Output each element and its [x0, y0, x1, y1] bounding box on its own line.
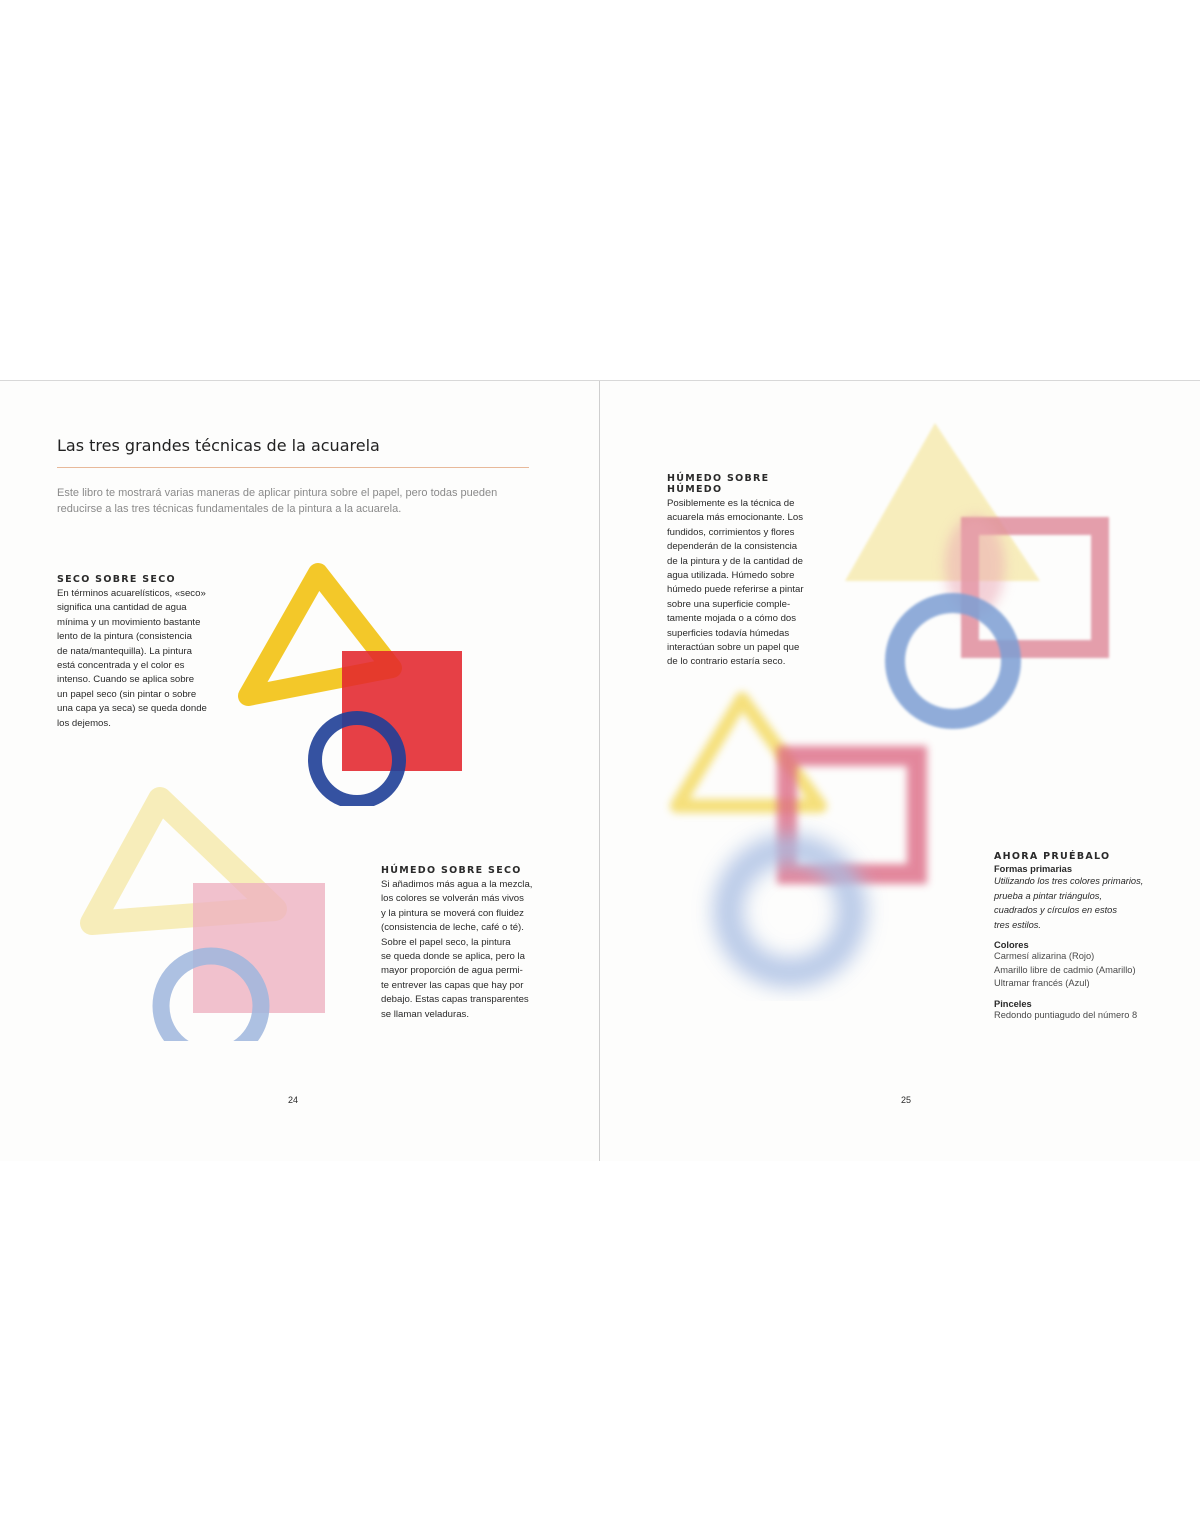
humedo-sobre-seco-section: [381, 865, 541, 1022]
pale-yellow-filled-triangle-shape: [845, 423, 1040, 581]
wet-on-wet-shapes-illustration: [655, 671, 955, 1001]
color-item: Carmesí alizarina (Rojo): [994, 951, 1095, 961]
seco-sobre-seco-section: [57, 574, 217, 731]
humedo-sobre-seco-heading: HÚMEDO SOBRE SECO: [381, 865, 522, 876]
spacer: [994, 991, 1174, 999]
seco-sobre-seco-body: En términos acuarelísticos, «seco» significa una cantidad de agua mínima y un movimiento bastante lento de la pintura (consistencia de nata/mantequilla). La pintura está concentrada y el color es intenso. Cuando se aplica sobre un papel seco (sin pintar o sobre una capa ya seca) se queda donde los dejemos.: [57, 588, 207, 729]
page-number-left: 24: [288, 1095, 299, 1105]
pinceles-list: [994, 1009, 1174, 1023]
humedo-sobre-seco-body: Si añadimos más agua a la mezcla, los colores se volverán más vivos y la pintura se moverá con fluidez (consistencia de leche, café o té). Sobre el papel seco, la pintura se queda donde se aplica, pero la mayor proporción de agua permi- te entrever las capas que hay por debajo. Estas capas transparentes se llaman veladuras.: [381, 879, 533, 1020]
dry-on-dry-shapes-illustration: [230, 556, 480, 806]
book-spread: [0, 380, 1200, 1161]
color-item: Amarillo libre de cadmio (Amarillo): [994, 964, 1136, 975]
page-title: Las tres grandes técnicas de la acuarela: [57, 436, 380, 455]
wet-on-dry-shapes-illustration: [80, 781, 340, 1041]
ahora-pruebalo-panel: [994, 851, 1174, 1023]
pinceles-heading: Pinceles: [994, 999, 1032, 1010]
humedo-sobre-humedo-heading: HÚMEDO SOBRE HÚMEDO: [667, 473, 770, 495]
formas-primarias-heading: Formas primarias: [994, 864, 1073, 874]
intro-text: Este libro te mostrará varias maneras de aplicar pintura sobre el papel, pero todas pueden reducirse a las tres técnicas fundamentales de la pintura a la acuarela.: [57, 487, 498, 515]
page-number-right: 25: [901, 1095, 912, 1105]
colores-list: [994, 950, 1174, 991]
left-page: [0, 381, 599, 1161]
ahora-pruebalo-heading: AHORA PRUÉBALO: [994, 851, 1111, 862]
colores-heading: Colores: [994, 940, 1029, 950]
humedo-sobre-humedo-section: [667, 473, 827, 670]
humedo-sobre-humedo-body: Posiblemente es la técnica de acuarela más emocionante. Los fundidos, corrimientos y flores dependerán de la consistencia de la pintura y de la cantidad de agua utilizada. Húmedo sobre húmedo puede referirse a pintar sobre una superficie comple- tamente mojada o a cómo dos superficies todavía húmedas interactúan sobre un papel que de lo contrario estaría seco.: [667, 498, 804, 668]
seco-sobre-seco-heading: SECO SOBRE SECO: [57, 574, 176, 585]
spacer: [994, 932, 1174, 940]
title-rule: [57, 467, 529, 468]
instructions-text: Utilizando los tres colores primarios, prueba a pintar triángulos, cuadrados y círculos en estos tres estilos.: [994, 876, 1144, 930]
right-page: [600, 381, 1200, 1161]
color-item: Ultramar francés (Azul): [994, 978, 1090, 989]
pincel-item: Redondo puntiagudo del número 8: [994, 1010, 1138, 1021]
